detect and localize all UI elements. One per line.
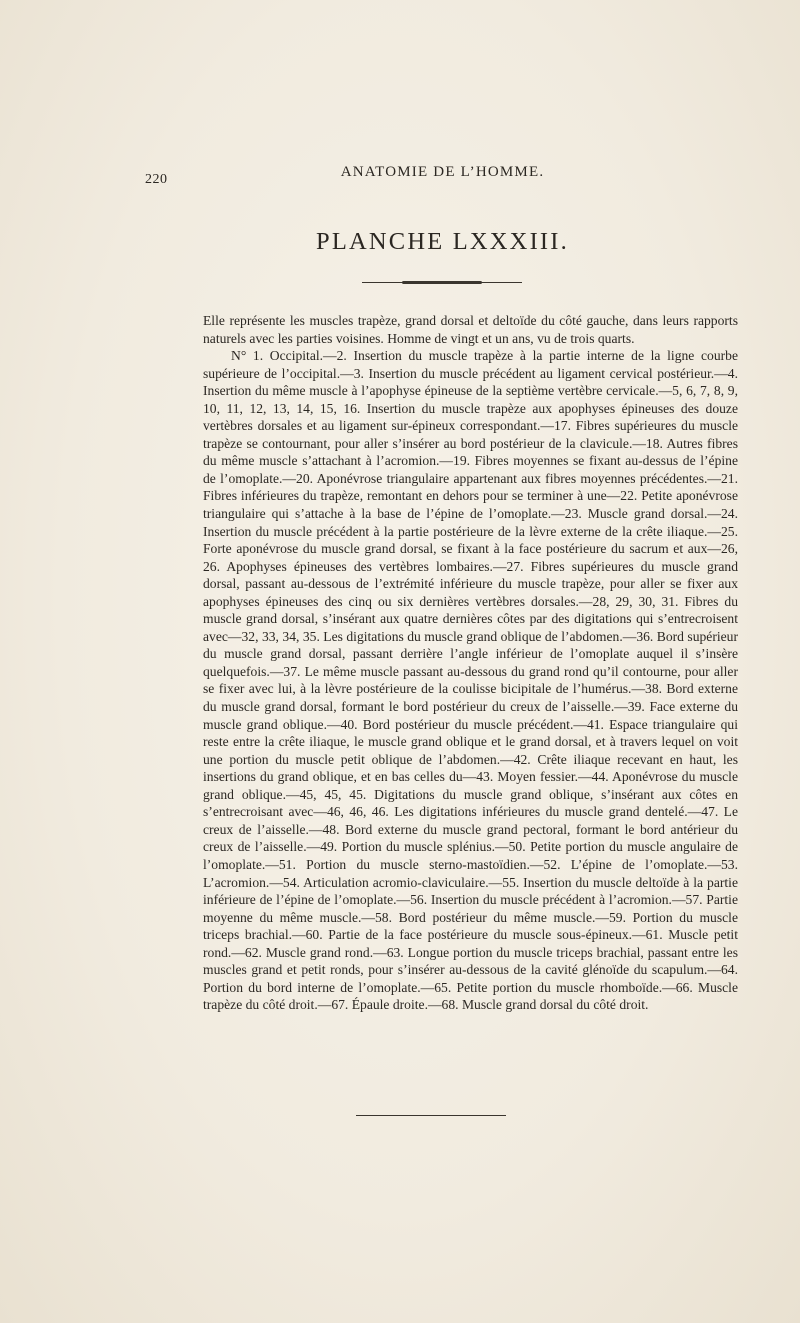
ornament-thick-line <box>402 281 482 284</box>
running-header: ANATOMIE DE L’HOMME. <box>340 164 545 180</box>
title-ornament-rule <box>362 280 522 285</box>
page-number: 220 <box>145 172 168 187</box>
closing-rule <box>356 1115 506 1116</box>
intro-paragraph: Elle représente les muscles trapèze, grand dorsal et deltoïde du côté gauche, dans leurs rapports naturels avec les parties voisines. Homme de vingt et un ans, vu de trois quarts. <box>203 313 738 346</box>
plate-description <box>203 312 738 1014</box>
legend-paragraph: N° 1. Occipital.—2. Insertion du muscle trapèze à la partie interne de la ligne courbe supérieure de l’occipital.—3. Insertion du muscle précédent au ligament cervical postérieur.—4. Insertion du même muscle à l’apophyse épineuse de la septième vertèbre cervicale.—5, 6, 7, 8, 9, 10, 11, 12, 13, 14, 15, 16. Insertion du muscle trapèze aux apophyses épineuses des douze vertèbres dorsales et au ligament sur-épineux correspondant.—17. Fibres supérieures du muscle trapèze se contournant, pour aller s’insérer au bord postérieur de la clavicule.—18. Autres fibres du même muscle s’attachant à l’acromion.—19. Fibres moyennes se fixant au-dessus de l’épine de l’omoplate.—20. Aponévrose triangulaire appartenant aux fibres moyennes précédentes.—21. Fibres inférieures du trapèze, remontant en dehors pour se terminer à une—22. Petite aponévrose triangulaire qui s’attache à la base de l’épine de l’omoplate.—23. Muscle grand dorsal.—24. Insertion du muscle précédent à la partie postérieure de la lèvre externe de la crête iliaque.—25. Forte aponévrose du muscle grand dorsal, se fixant à la face postérieure du sacrum et aux—26, 26. Apophyses épineuses des vertèbres lombaires.—27. Fibres supérieures du muscle grand dorsal, passant au-dessous de l’extrémité inférieure du muscle trapèze, pour aller se fixer aux apophyses épineuses des cinq ou six dernières vertèbres dorsales.—28, 29, 30, 31. Fibres du muscle grand dorsal, s’insérant aux quatre dernières côtes par des digitations qui s’entrecroisent avec—32, 33, 34, 35. Les digitations du muscle grand oblique de l’abdomen.—36. Bord supérieur du muscle grand dorsal, passant derrière l’angle inférieur de l’omoplate auquel il s’insère quelquefois.—37. Le même muscle passant au-dessous du grand rond qu’il contourne, pour aller se fixer avec lui, à la lèvre postérieure de la coulisse bicipitale de l’humérus.—38. Bord externe du muscle grand dorsal, formant le bord postérieur du creux de l’aisselle.—39. Face externe du muscle grand oblique.—40. Bord postérieur du muscle précédent.—41. Espace triangulaire qui reste entre la crête iliaque, le muscle grand oblique et le grand dorsal, et à travers lequel on voit une portion du muscle petit oblique de l’abdomen.—42. Crête iliaque recevant en haut, les insertions du grand oblique, et en bas celles du—43. Moyen fessier.—44. Aponévrose du muscle grand oblique.—45, 45, 45. Digitations du muscle grand oblique, s’insérant aux côtes en s’entrecroisant avec—46, 46, 46. Les digitations inférieures du muscle grand dentelé.—47. Le creux de l’aisselle.—48. Bord externe du muscle grand pectoral, formant le bord antérieur du creux de l’aisselle.—49. Portion du muscle splénius.—50. Petite portion du muscle angulaire de l’omoplate.—51. Portion du muscle sterno-mastoïdien.—52. L’épine de l’omoplate.—53. L’acromion.—54. Articulation acromio-claviculaire.—55. Insertion du muscle deltoïde à la partie inférieure de l’épine de l’omoplate.—56. Insertion du muscle précédent à l’acromion.—57. Partie moyenne du même muscle.—58. Bord postérieur du même muscle.—59. Portion du muscle triceps brachial.—60. Partie de la face postérieure du muscle sous-épineux.—61. Muscle petit rond.—62. Muscle grand rond.—63. Longue portion du muscle triceps brachial, passant entre les muscles grand et petit ronds, pour s’insérer au-dessous de la cavité glénoïde du scapulum.—64. Portion du bord interne de l’omoplate.—65. Petite portion du muscle rhomboïde.—66. Muscle trapèze du côté droit.—67. Épaule droite.—68. Muscle grand dorsal du côté droit. <box>203 348 738 1013</box>
plate-title: PLANCHE LXXXIII. <box>316 228 569 255</box>
